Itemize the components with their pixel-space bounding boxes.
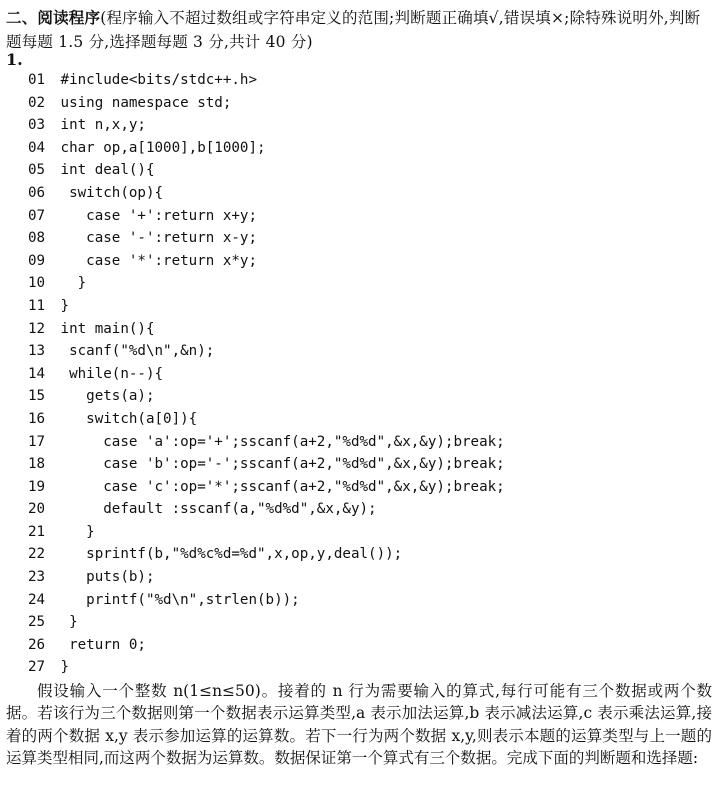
line-number: 12 (28, 320, 46, 337)
code-line (28, 205, 708, 228)
code-line (28, 566, 708, 589)
code-text: int n,x,y; (60, 117, 146, 134)
code-text: case '+':return x+y; (60, 207, 258, 224)
line-number: 02 (28, 94, 46, 111)
line-number: 25 (28, 614, 46, 631)
line-number: 06 (28, 184, 46, 201)
line-number: 27 (28, 659, 46, 676)
section-title: 二、阅读程序 (6, 8, 101, 27)
line-number: 16 (28, 410, 46, 427)
line-number: 03 (28, 117, 46, 134)
code-text: } (60, 659, 70, 676)
code-line (28, 137, 708, 160)
code-text: case 'a':op='+';sscanf(a+2,"%d%d",&x,&y);break; (60, 433, 505, 450)
code-line (28, 69, 708, 92)
line-number: 23 (28, 569, 46, 586)
code-line (28, 250, 708, 273)
code-text: using namespace std; (60, 94, 232, 111)
code-line (28, 295, 708, 318)
code-text: case 'b':op='-';sscanf(a+2,"%d%d",&x,&y);break; (60, 456, 505, 473)
section-rules: (程序输入不超过数组或字符串定义的范围;判断题正确填√,错误填×;除特殊说明外,判断题每题 1.5 分,选择题每题 3 分,共计 40 分) (6, 9, 701, 51)
code-text: default :sscanf(a,"%d%d",&x,&y); (60, 501, 377, 518)
line-number: 19 (28, 478, 46, 495)
line-number: 15 (28, 388, 46, 405)
code-line (28, 453, 708, 476)
code-text: case 'c':op='*';sscanf(a+2,"%d%d",&x,&y);break; (60, 478, 505, 495)
code-text: } (60, 523, 95, 540)
line-number: 17 (28, 433, 46, 450)
code-text: case '*':return x*y; (60, 252, 258, 269)
line-number: 08 (28, 230, 46, 247)
code-line (28, 92, 708, 115)
code-line (28, 611, 708, 634)
line-number: 13 (28, 343, 46, 360)
code-line (28, 543, 708, 566)
line-number: 10 (28, 275, 46, 292)
line-number: 11 (28, 297, 46, 314)
code-line (28, 476, 708, 499)
code-text: puts(b); (60, 569, 155, 586)
line-number: 09 (28, 252, 46, 269)
section-header (6, 6, 712, 54)
line-number: 21 (28, 523, 46, 540)
problem-description: 假设输入一个整数 n(1≤n≤50)。接着的 n 行为需要输入的算式,每行可能有三个数据或两个数据。若该行为三个数据则第一个数据表示运算类型,a 表示加法运算,b 表示减法运算,c 表示乘法运算,接着的两个数据 x,y 表示参加运算的运算数。若下一行为两个数据 x,y,则表示本题的运算类型与上一题的运算类型相同,而这两个数据为运算数。数据保证第一个算式有三个数据。完成下面的判断题和选择题: (6, 682, 712, 768)
code-text: char op,a[1000],b[1000]; (60, 139, 266, 156)
code-line (28, 498, 708, 521)
code-line (28, 340, 708, 363)
line-number: 01 (28, 72, 46, 88)
question-number: 1. (6, 50, 23, 69)
line-number: 20 (28, 501, 46, 518)
code-line (28, 634, 708, 657)
code-line (28, 431, 708, 454)
code-text: return 0; (60, 636, 146, 653)
line-number: 24 (28, 591, 46, 608)
code-line (28, 182, 708, 205)
code-line (28, 159, 708, 182)
line-number: 04 (28, 139, 46, 156)
line-number: 14 (28, 365, 46, 382)
code-line (28, 227, 708, 250)
code-line (28, 272, 708, 295)
line-number: 22 (28, 546, 46, 563)
code-text: } (60, 297, 70, 314)
code-text: switch(op){ (60, 184, 164, 201)
code-line (28, 318, 708, 341)
code-text: scanf("%d\n",&n); (60, 343, 215, 360)
code-text: #include<bits/stdc++.h> (60, 72, 258, 88)
code-line (28, 114, 708, 137)
code-text: gets(a); (60, 388, 155, 405)
code-line (28, 656, 708, 679)
line-number: 26 (28, 636, 46, 653)
code-text: int deal(){ (60, 162, 155, 179)
code-text: sprintf(b,"%d%c%d=%d",x,op,y,deal()); (60, 546, 403, 563)
code-text: } (60, 614, 78, 631)
code-line (28, 385, 708, 408)
code-line (28, 408, 708, 431)
line-number: 07 (28, 207, 46, 224)
line-number: 18 (28, 456, 46, 473)
code-text: printf("%d\n",strlen(b)); (60, 591, 300, 608)
code-text: } (60, 275, 87, 292)
line-number: 05 (28, 162, 46, 179)
code-line (28, 363, 708, 386)
code-text: while(n--){ (60, 365, 164, 382)
code-line (28, 589, 708, 612)
code-text: case '-':return x-y; (60, 230, 258, 247)
code-line (28, 521, 708, 544)
code-listing (28, 69, 708, 679)
code-text: int main(){ (60, 320, 155, 337)
code-text: switch(a[0]){ (60, 410, 198, 427)
